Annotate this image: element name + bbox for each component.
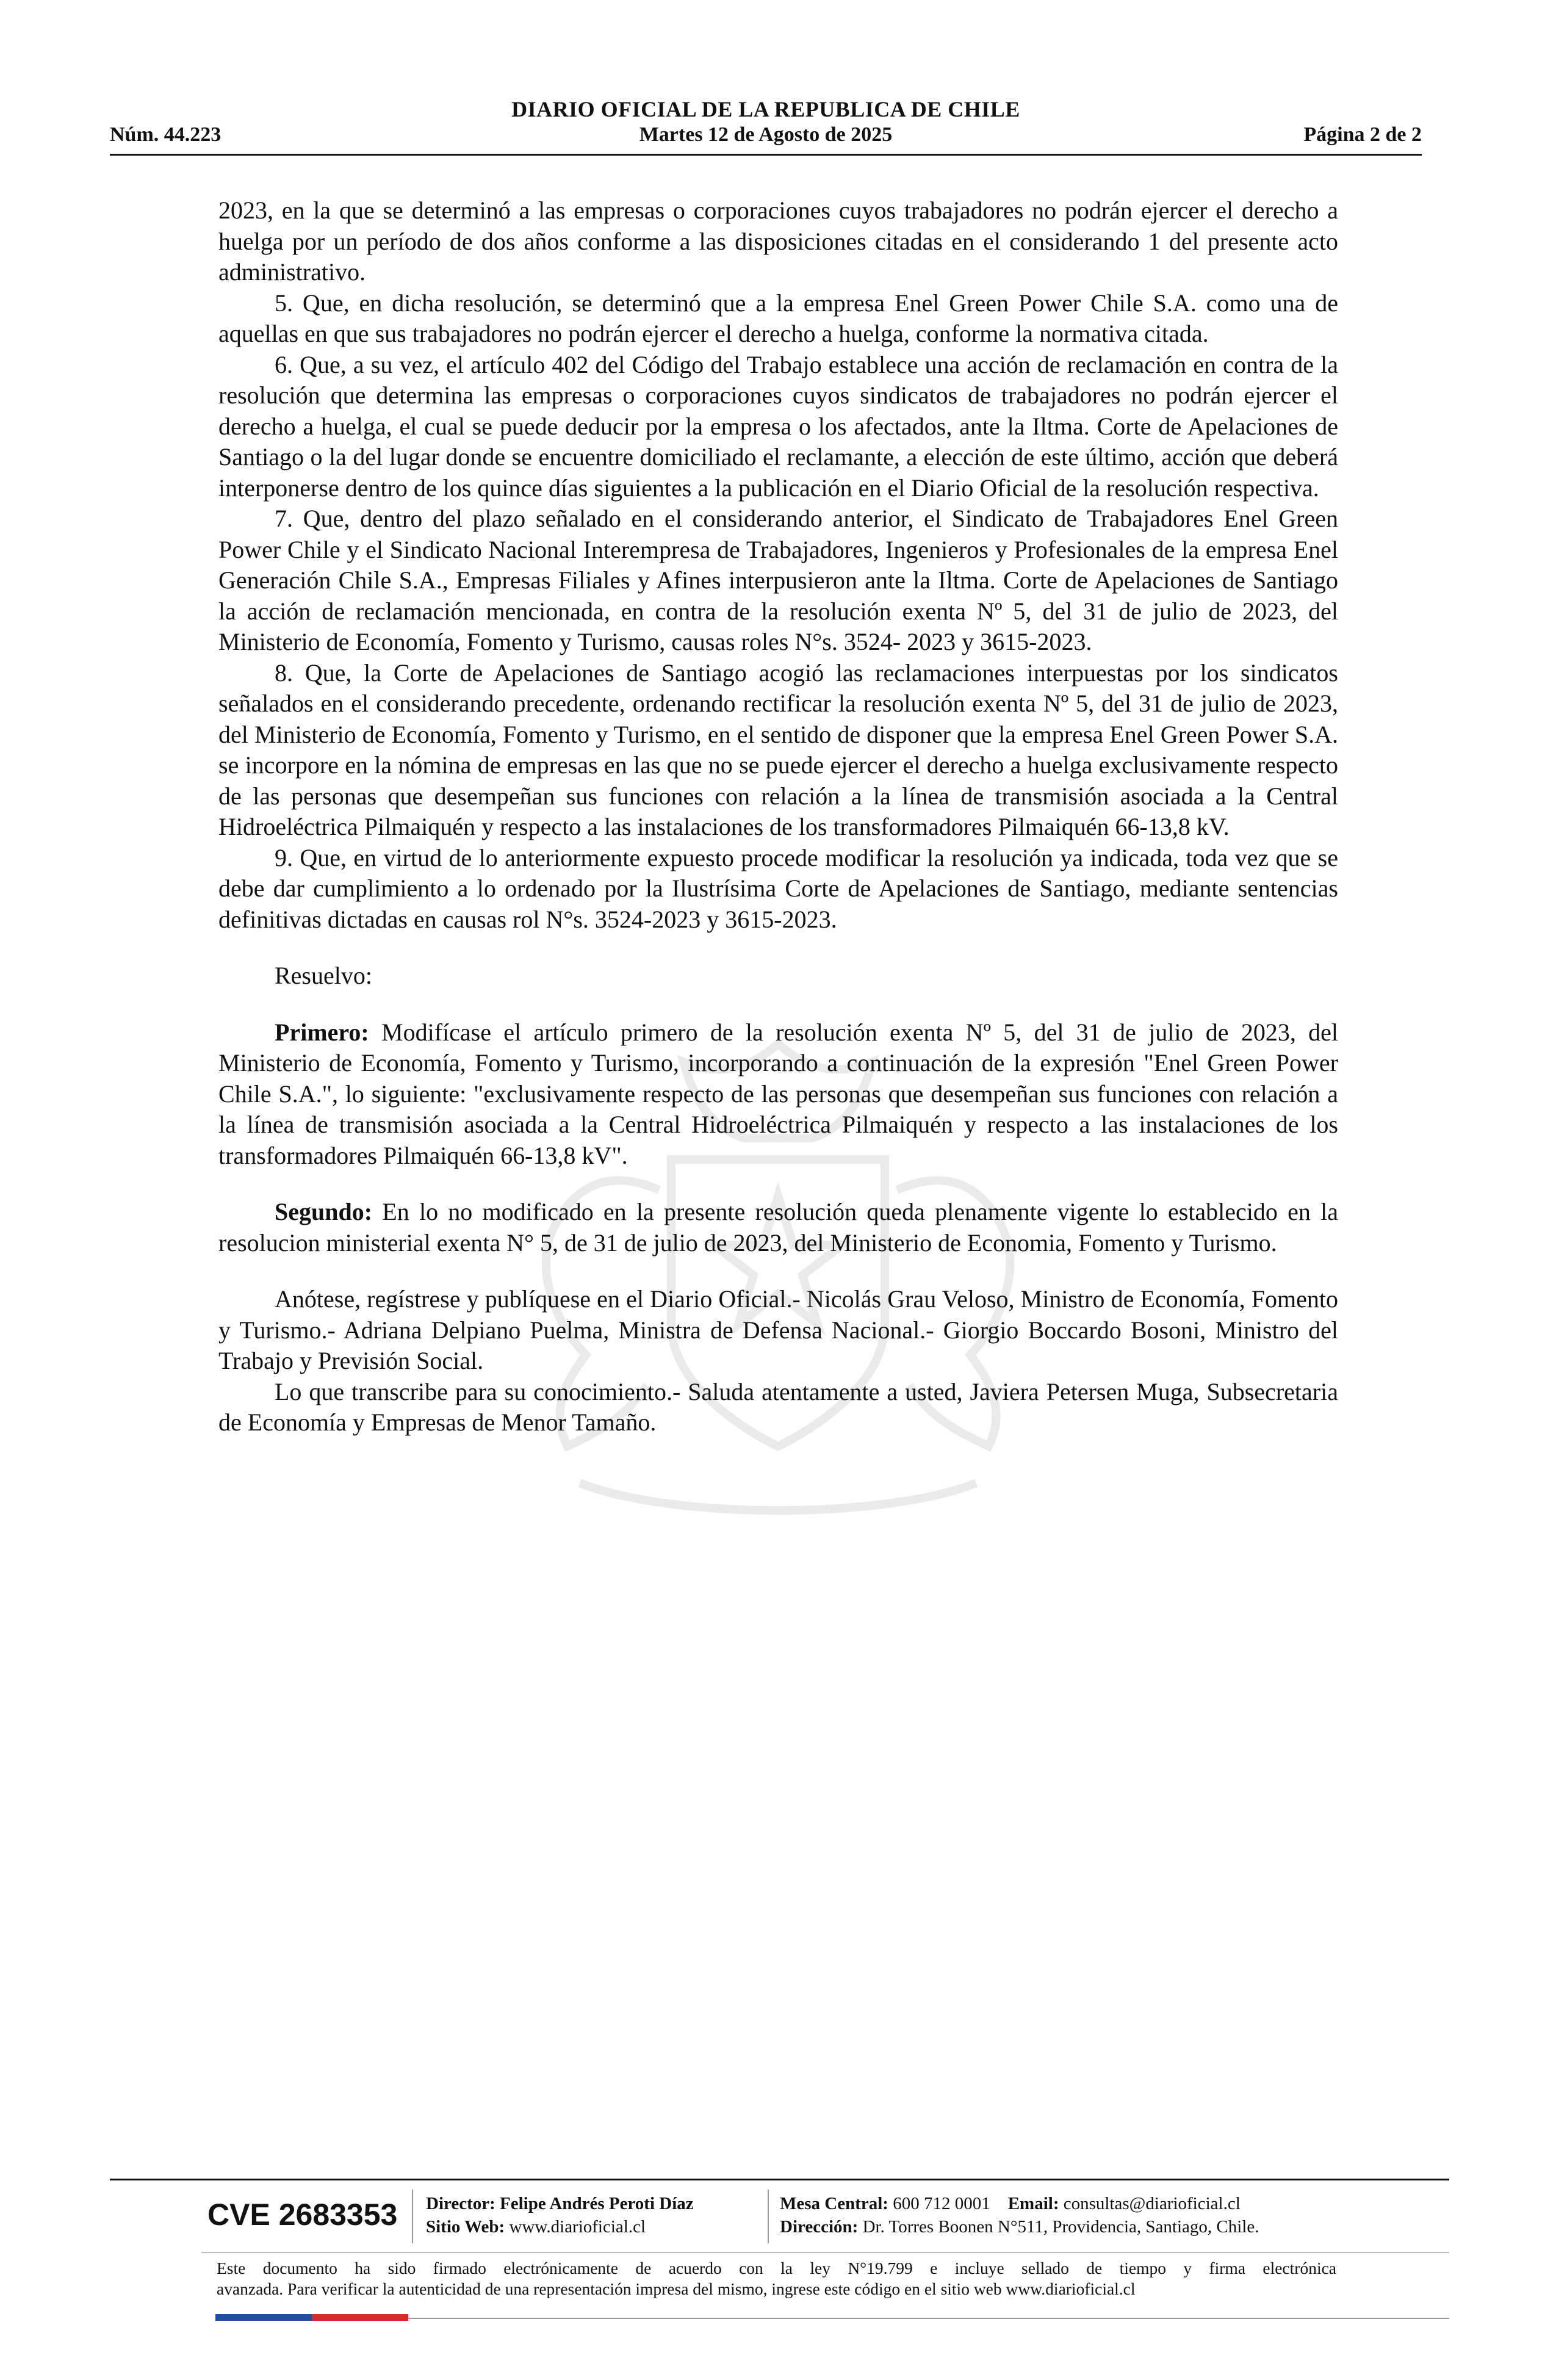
flag-stripe (215, 2314, 408, 2321)
page-number: Página 2 de 2 (1303, 123, 1422, 146)
article-segundo (218, 1197, 1338, 1258)
paragraph-considerando-8: 8. Que, la Corte de Apelaciones de Santiago acogió las reclamaciones interpuestas por los sindicatos señalados en el considerando precedente, ordenando rectificar la resolución exenta Nº 5, del 31 de julio de 2023, del Ministerio de Economía, Fomento y Turismo, en el sentido de disponer que la empresa Enel Green Power S.A. se incorpore en la nómina de empresas en las que no se puede ejercer el derecho a huelga exclusivamente respecto de las personas que desempeñan sus funciones con relación a la línea de transmisión asociada a la Central Hidroeléctrica Pilmaiquén y respecto a las instalaciones de los transformadores Pilmaiquén 66-13,8 kV. (218, 658, 1338, 840)
segundo-label: Segundo: (275, 1198, 373, 1225)
paragraph-considerando-6: 6. Que, a su vez, el artículo 402 del Código del Trabajo establece una acción de reclamación en contra de la resolución que determina las empresas o corporaciones cuyos sindicatos de trabajadores no podrán ejercer el derecho a huelga, el cual se puede deducir por la empresa o los afectados, ante la Iltma. Corte de Apelaciones de Santiago o la del lugar donde se encuentre domiciliado el reclamante, a elección de este último, acción que deberá interponerse dentro de los quince días siguientes a la publicación en el Diario Oficial de la resolución respectiva. (218, 350, 1338, 502)
email-link[interactable]: consultas@diarioficial.cl (1063, 2194, 1241, 2213)
header-divider (110, 154, 1422, 156)
address-label: Dirección: (780, 2217, 859, 2237)
contact-info (780, 2192, 1259, 2238)
email-label: Email: (1007, 2194, 1059, 2213)
footer-separator (768, 2190, 769, 2243)
issue-date: Martes 12 de Agosto de 2025 (639, 123, 893, 146)
document-body (218, 195, 1338, 1438)
website-label: Sitio Web: (426, 2217, 505, 2237)
segundo-text: En lo no modificado en la presente resolución queda plenamente vigente lo establecido en la resolucion ministerial exenta N° 5, de 31 de julio de 2023, del Ministerio de Economia, Fomento y Turismo. (218, 1198, 1338, 1257)
phone-label: Mesa Central: (780, 2194, 888, 2213)
resuelvo-heading: Resuelvo: (275, 962, 372, 989)
issue-number: Núm. 44.223 (110, 123, 222, 146)
article-primero (218, 1017, 1338, 1172)
legal-notice-line: Este documento ha sido firmado electrónicamente de acuerdo con la ley N°19.799 e incluye sellado de tiempo y firma electrónica (217, 2259, 1336, 2277)
primero-text: Modifícase el artículo primero de la resolución exenta Nº 5, del 31 de julio de 2023, del Ministerio de Economía, Fomento y Turismo, incorporando a continuación de la expresión "Enel Green Power Chile S.A.", lo siguiente: "exclusivamente respecto de las personas que desempeñan sus funciones con relación a la línea de transmisión asociada a la Central Hidroeléctrica Pilmaiquén y respecto a las instalaciones de los transformadores Pilmaiquén 66-13,8 kV". (218, 1018, 1338, 1169)
flag-blue-segment (215, 2314, 312, 2321)
footer-divider-top (110, 2179, 1449, 2180)
newspaper-title: DIARIO OFICIAL DE LA REPUBLICA DE CHILE (511, 97, 1020, 121)
transcription-paragraph: Lo que transcribe para su conocimiento.- Saluda atentamente a usted, Javiera Petersen Muga, Subsecretaria de Economía y Empresas de Menor Tamaño. (218, 1377, 1338, 1436)
page-header (110, 92, 1422, 159)
address-text: Dr. Torres Boonen N°511, Providencia, Santiago, Chile. (862, 2217, 1259, 2237)
paragraph-considerando-5: 5. Que, en dicha resolución, se determinó que a la empresa Enel Green Power Chile S.A. como una de aquellas en que sus trabajadores no podrán ejercer el derecho a huelga, conforme la normativa citada. (218, 289, 1338, 347)
paragraph-continuation: 2023, en la que se determinó a las empresas o corporaciones cuyos trabajadores no podrán ejercer el derecho a huelga por un período de dos años conforme a las disposiciones citadas en el considerando 1 del presente acto administrativo. (218, 197, 1338, 286)
flag-red-segment (312, 2314, 408, 2321)
signatures-paragraph: Anótese, regístrese y publíquese en el Diario Oficial.- Nicolás Grau Veloso, Ministro de Economía, Fomento y Turismo.- Adriana Delpiano Puelma, Ministra de Defensa Nacional.- Giorgio Boccardo Bosoni, Ministro del Trabajo y Previsión Social. (218, 1285, 1338, 1374)
primero-label: Primero: (275, 1018, 369, 1046)
paragraph-considerando-9: 9. Que, en virtud de lo anteriormente expuesto procede modificar la resolución ya indicada, toda vez que se debe dar cumplimiento a lo ordenado por la Ilustrísima Corte de Apelaciones de Santiago, mediante sentencias definitivas dictadas en causas rol N°s. 3524-2023 y 3615-2023. (218, 843, 1338, 933)
paragraph-considerando-7: 7. Que, dentro del plazo señalado en el considerando anterior, el Sindicato de Trabajadores Enel Green Power Chile y el Sindicato Nacional Interempresa de Trabajadores, Ingenieros y Profesionales de la empresa Enel Generación Chile S.A., Empresas Filiales y Afines interpusieron ante la Iltma. Corte de Apelaciones de Santiago la acción de reclamación mencionada, en contra de la resolución exenta Nº 5, del 31 de julio de 2023, del Ministerio de Economía, Fomento y Turismo, causas roles N°s. 3524- 2023 y 3615-2023. (218, 505, 1338, 655)
phone-number: 600 712 0001 (893, 2194, 990, 2213)
legal-notice-line: avanzada. Para verificar la autenticidad de una representación impresa del mismo, ingrese este código en el sitio web www.diarioficial.cl (217, 2279, 1136, 2298)
footer-divider-mid (201, 2252, 1449, 2253)
director-name: Felipe Andrés Peroti Díaz (500, 2194, 694, 2213)
director-info (426, 2192, 694, 2238)
page-footer (110, 2179, 1449, 2331)
director-label: Director: (426, 2194, 495, 2213)
footer-divider-bottom (408, 2318, 1449, 2319)
legal-notice (217, 2258, 1336, 2299)
footer-separator (412, 2190, 413, 2243)
website-link[interactable]: www.diarioficial.cl (509, 2217, 646, 2237)
cve-code: CVE 2683353 (207, 2198, 398, 2232)
